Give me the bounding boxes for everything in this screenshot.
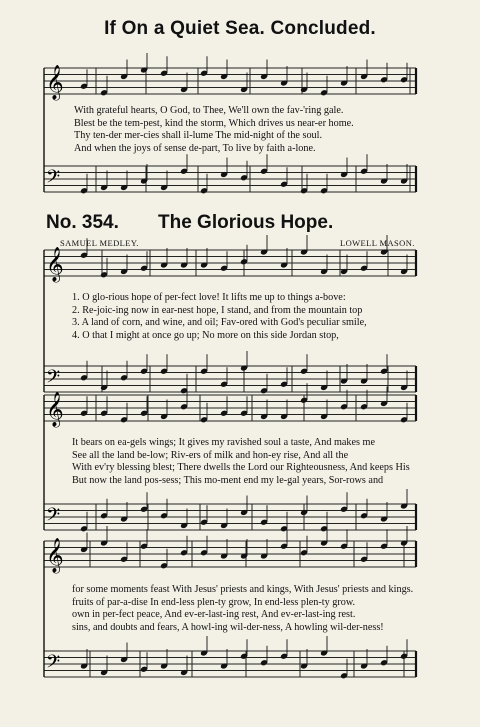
bass-staff	[44, 651, 416, 677]
lyric-line: 3. A land of corn, and wine, and oil; Fav-ored with God's peculiar smile,	[72, 317, 367, 329]
bass-staff	[44, 366, 416, 392]
lyric-line: Blest be the tem-pest, kind the storm, Which drives us near-er home.	[74, 117, 354, 129]
lyric-line: With grateful hearts, O God, to Thee, We'll own the fav-'ring gale.	[74, 105, 344, 116]
verse-block-2	[72, 292, 367, 342]
verse-block-1	[74, 105, 354, 155]
lyric-line: It bears on ea-gels wings; It gives my ravished soul a taste, And makes me	[72, 437, 376, 448]
lyric-line: own in per-fect peace, And ev-er-last-ing rest, And ev-er-last-ing rest.	[72, 609, 356, 621]
lyric-line: 4. O that I might at once go up; No more on this side Jordan stop,	[72, 329, 339, 341]
treble-staff	[44, 395, 416, 421]
lyric-line: 1. O glo-rious hope of per-fect love! It lifts me up to things a-bove:	[72, 292, 346, 303]
lyric-line: See all the land be-low; Riv-ers of milk and hon-ey rise, And all the	[72, 449, 349, 461]
lyric-line: But now the land pos-sess; This mo-ment end my le-gal years, Sor-rows and	[72, 474, 384, 486]
svg-text:𝄞: 𝄞	[46, 247, 64, 282]
lyric-line: Thy ten-der mer-cies shall il-lume The mid-night of the soul.	[74, 130, 323, 142]
svg-text:𝄢: 𝄢	[46, 367, 61, 392]
composer-credit: LOWELL MASON.	[340, 238, 415, 248]
lyric-line: sins, and doubts and fears, A howl-ing wil-der-ness, A howling wil-der-ness!	[72, 621, 384, 633]
top-title: If On a Quiet Sea. Concluded.	[104, 18, 376, 39]
lyric-line: 2. Re-joic-ing now in ear-nest hope, I stand, and from the mountain top	[72, 304, 363, 316]
verse-block-3	[72, 437, 410, 487]
lyric-line: With ev'ry blessing blest; There dwells the Lord our Righteousness, And keeps His	[72, 462, 410, 474]
svg-text:𝄞: 𝄞	[46, 65, 64, 100]
lyric-line: And when the joys of sense de-part, To live by faith a-lone.	[74, 142, 316, 154]
treble-staff	[44, 541, 416, 567]
treble-staff	[44, 68, 416, 94]
lyric-line: fruits of par-a-dise In end-less plen-ty grow, In end-less plen-ty grow.	[72, 596, 356, 608]
author-credit: SAMUEL MEDLEY.	[60, 238, 139, 248]
svg-text:𝄢: 𝄢	[46, 652, 61, 677]
svg-text:𝄞: 𝄞	[46, 538, 64, 573]
hymn-number: No. 354.	[46, 212, 119, 233]
treble-staff	[44, 250, 416, 276]
bass-staff	[44, 166, 416, 192]
hymn-title: The Glorious Hope.	[158, 212, 334, 233]
verse-block-4	[72, 584, 413, 634]
svg-text:𝄞: 𝄞	[46, 392, 64, 427]
bass-staff	[44, 504, 416, 530]
lyric-line: for some moments feast With Jesus' priests and kings, With Jesus' priests and kings.	[72, 584, 414, 595]
svg-text:𝄢: 𝄢	[46, 505, 61, 530]
svg-text:𝄢: 𝄢	[46, 167, 61, 192]
